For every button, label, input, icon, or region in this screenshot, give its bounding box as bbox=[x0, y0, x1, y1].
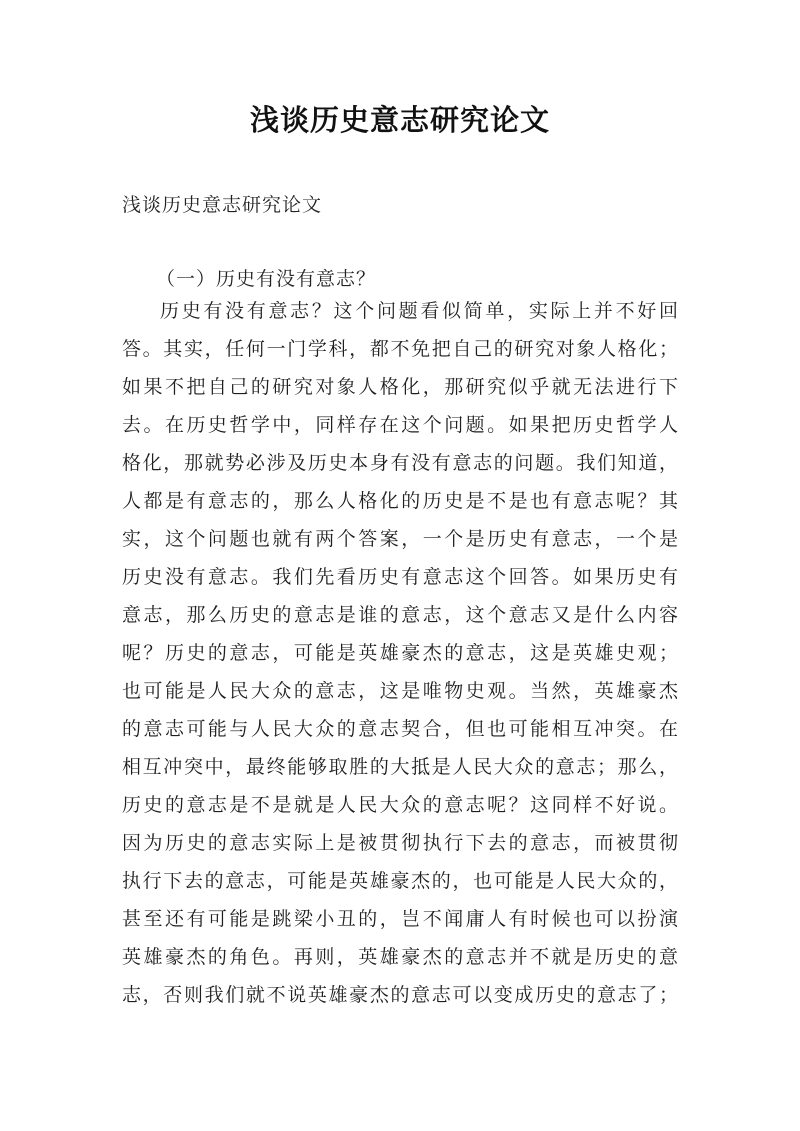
paragraph-line: 英雄豪杰的角色。再则，英雄豪杰的意志并不就是历史的意 bbox=[122, 946, 678, 968]
paragraph-line: 呢？历史的意志，可能是英雄豪杰的意志，这是英雄史观； bbox=[122, 642, 678, 664]
paragraph-line: 答。其实，任何一门学科，都不免把自己的研究对象人格化； bbox=[122, 338, 678, 360]
paragraph-line: 格化，那就势必涉及历史本身有没有意志的问题。我们知道， bbox=[122, 452, 678, 474]
paragraph-line: 执行下去的意志，可能是英雄豪杰的，也可能是人民大众的， bbox=[122, 870, 678, 892]
paragraph-line: 相互冲突中，最终能够取胜的大抵是人民大众的意志；那么， bbox=[122, 756, 678, 778]
paragraph-line: 也可能是人民大众的意志，这是唯物史观。当然，英雄豪杰 bbox=[122, 680, 678, 702]
paragraph-line: 人都是有意志的，那么人格化的历史是不是也有意志呢？其 bbox=[122, 490, 678, 512]
document-title: 浅谈历史意志研究论文 bbox=[249, 103, 550, 137]
section-heading: （一）历史有没有意志？ bbox=[156, 268, 377, 290]
paragraph-line: 因为历史的意志实际上是被贯彻执行下去的意志，而被贯彻 bbox=[122, 832, 678, 854]
paragraph-line: 历史的意志是不是就是人民大众的意志呢？这同样不好说。 bbox=[122, 794, 678, 816]
paragraph-line: 甚至还有可能是跳梁小丑的，岂不闻庸人有时候也可以扮演 bbox=[122, 908, 678, 930]
document-subtitle: 浅谈历史意志研究论文 bbox=[122, 194, 323, 216]
paragraph-line: 的意志可能与人民大众的意志契合，但也可能相互冲突。在 bbox=[122, 718, 678, 740]
paragraph-line: 实，这个问题也就有两个答案，一个是历史有意志，一个是 bbox=[122, 528, 678, 550]
paragraph-line: 去。在历史哲学中，同样存在这个问题。如果把历史哲学人 bbox=[122, 414, 678, 436]
body-paragraph bbox=[122, 292, 678, 1014]
paragraph-line: 如果不把自己的研究对象人格化，那研究似乎就无法进行下 bbox=[122, 376, 678, 398]
paragraph-line: 历史有没有意志？这个问题看似简单，实际上并不好回 bbox=[160, 300, 678, 322]
paragraph-line: 志，否则我们就不说英雄豪杰的意志可以变成历史的意志了； bbox=[122, 984, 678, 1006]
paragraph-line: 意志，那么历史的意志是谁的意志，这个意志又是什么内容 bbox=[122, 604, 678, 626]
paragraph-line: 历史没有意志。我们先看历史有意志这个回答。如果历史有 bbox=[122, 566, 678, 588]
